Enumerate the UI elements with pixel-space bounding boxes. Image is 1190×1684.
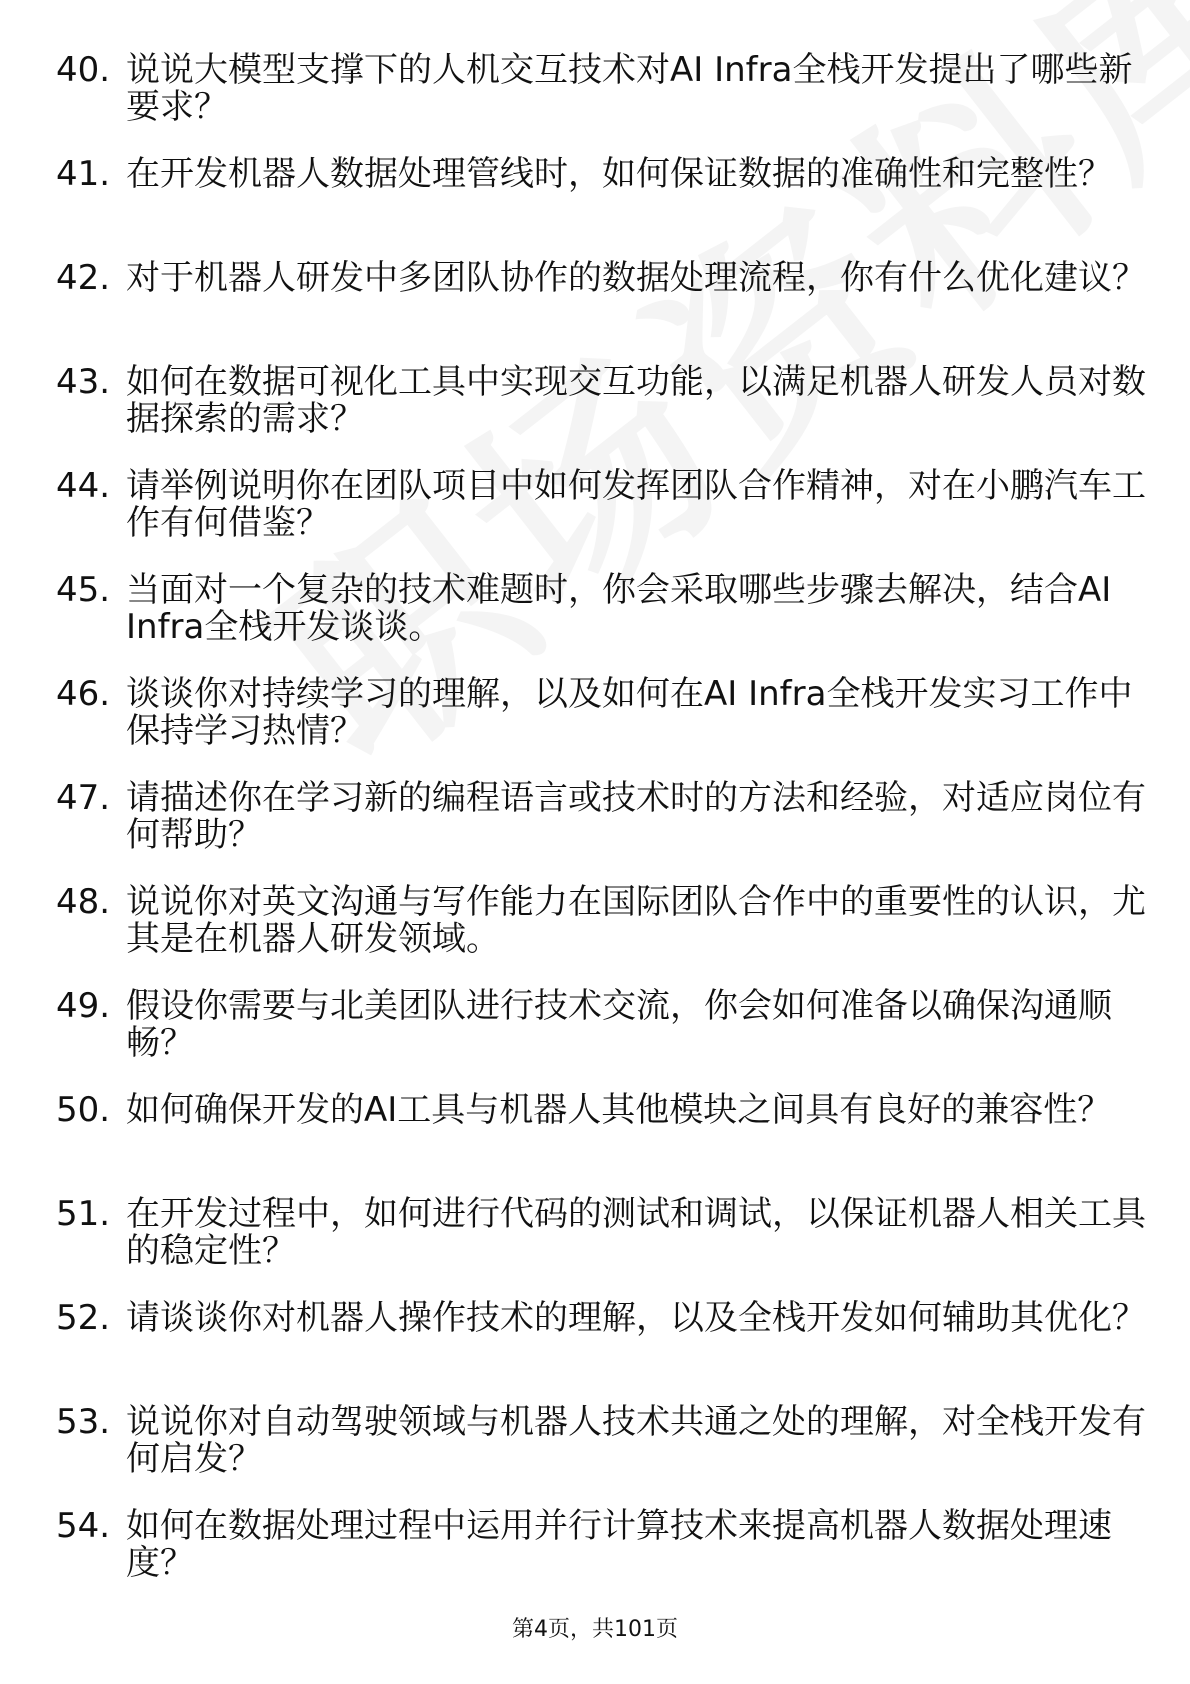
question-item: [56, 52, 1146, 126]
question-text: 请举例说明你在团队项目中如何发挥团队合作精神，对在小鹏汽车工作有何借鉴？: [126, 468, 1146, 542]
question-item: [56, 572, 1146, 646]
page-footer: 第4页，共101页: [512, 1617, 678, 1642]
question-number: 48.: [56, 884, 111, 922]
question-text: 说说你对自动驾驶领域与机器人技术共通之处的理解，对全栈开发有何启发？: [126, 1404, 1146, 1478]
question-number: 50.: [56, 1092, 111, 1130]
question-item: [56, 468, 1146, 542]
question-text: 对于机器人研发中多团队协作的数据处理流程，你有什么优化建议？: [126, 260, 1146, 298]
question-text: 如何在数据处理过程中运用并行计算技术来提高机器人数据处理速度？: [126, 1508, 1112, 1582]
question-item: [56, 1300, 1146, 1374]
question-text: 说说大模型支撑下的人机交互技术对AI Infra全栈开发提出了哪些新要求？: [126, 52, 1133, 126]
question-number: 51.: [56, 1196, 111, 1234]
question-number: 49.: [56, 988, 111, 1026]
question-number: 46.: [56, 676, 111, 714]
question-item: [56, 1196, 1146, 1270]
question-number: 42.: [56, 260, 111, 298]
question-number: 40.: [56, 52, 111, 90]
question-text: 说说你对英文沟通与写作能力在国际团队合作中的重要性的认识，尤其是在机器人研发领域。: [126, 884, 1146, 958]
question-item: [56, 364, 1146, 438]
question-text: 在开发机器人数据处理管线时，如何保证数据的准确性和完整性？: [126, 156, 1112, 194]
question-item: [56, 260, 1146, 334]
question-item: [56, 780, 1146, 854]
question-item: [56, 1508, 1146, 1582]
question-number: 45.: [56, 572, 111, 610]
question-number: 41.: [56, 156, 111, 194]
question-text: 请描述你在学习新的编程语言或技术时的方法和经验，对适应岗位有何帮助？: [126, 780, 1146, 854]
question-item: [56, 884, 1146, 958]
question-text: 谈谈你对持续学习的理解，以及如何在AI Infra全栈开发实习工作中保持学习热情？: [126, 676, 1133, 750]
question-number: 44.: [56, 468, 111, 506]
question-item: [56, 988, 1146, 1062]
question-text: 当面对一个复杂的技术难题时，你会采取哪些步骤去解决，结合AI Infra全栈开发谈谈。: [126, 572, 1112, 646]
question-item: [56, 1092, 1146, 1166]
question-text: 假设你需要与北美团队进行技术交流，你会如何准备以确保沟通顺畅？: [126, 988, 1112, 1062]
question-item: [56, 676, 1146, 750]
question-number: 52.: [56, 1300, 111, 1338]
question-list: [56, 52, 1146, 1612]
question-item: [56, 156, 1146, 230]
question-item: [56, 1404, 1146, 1478]
question-text: 在开发过程中，如何进行代码的测试和调试，以保证机器人相关工具的稳定性？: [126, 1196, 1146, 1270]
question-number: 53.: [56, 1404, 111, 1442]
question-number: 47.: [56, 780, 111, 818]
question-text: 如何确保开发的AI工具与机器人其他模块之间具有良好的兼容性？: [126, 1092, 1112, 1130]
question-text: 如何在数据可视化工具中实现交互功能，以满足机器人研发人员对数据探索的需求？: [126, 364, 1146, 438]
question-number: 43.: [56, 364, 111, 402]
question-text: 请谈谈你对机器人操作技术的理解，以及全栈开发如何辅助其优化？: [126, 1300, 1146, 1338]
question-number: 54.: [56, 1508, 111, 1546]
